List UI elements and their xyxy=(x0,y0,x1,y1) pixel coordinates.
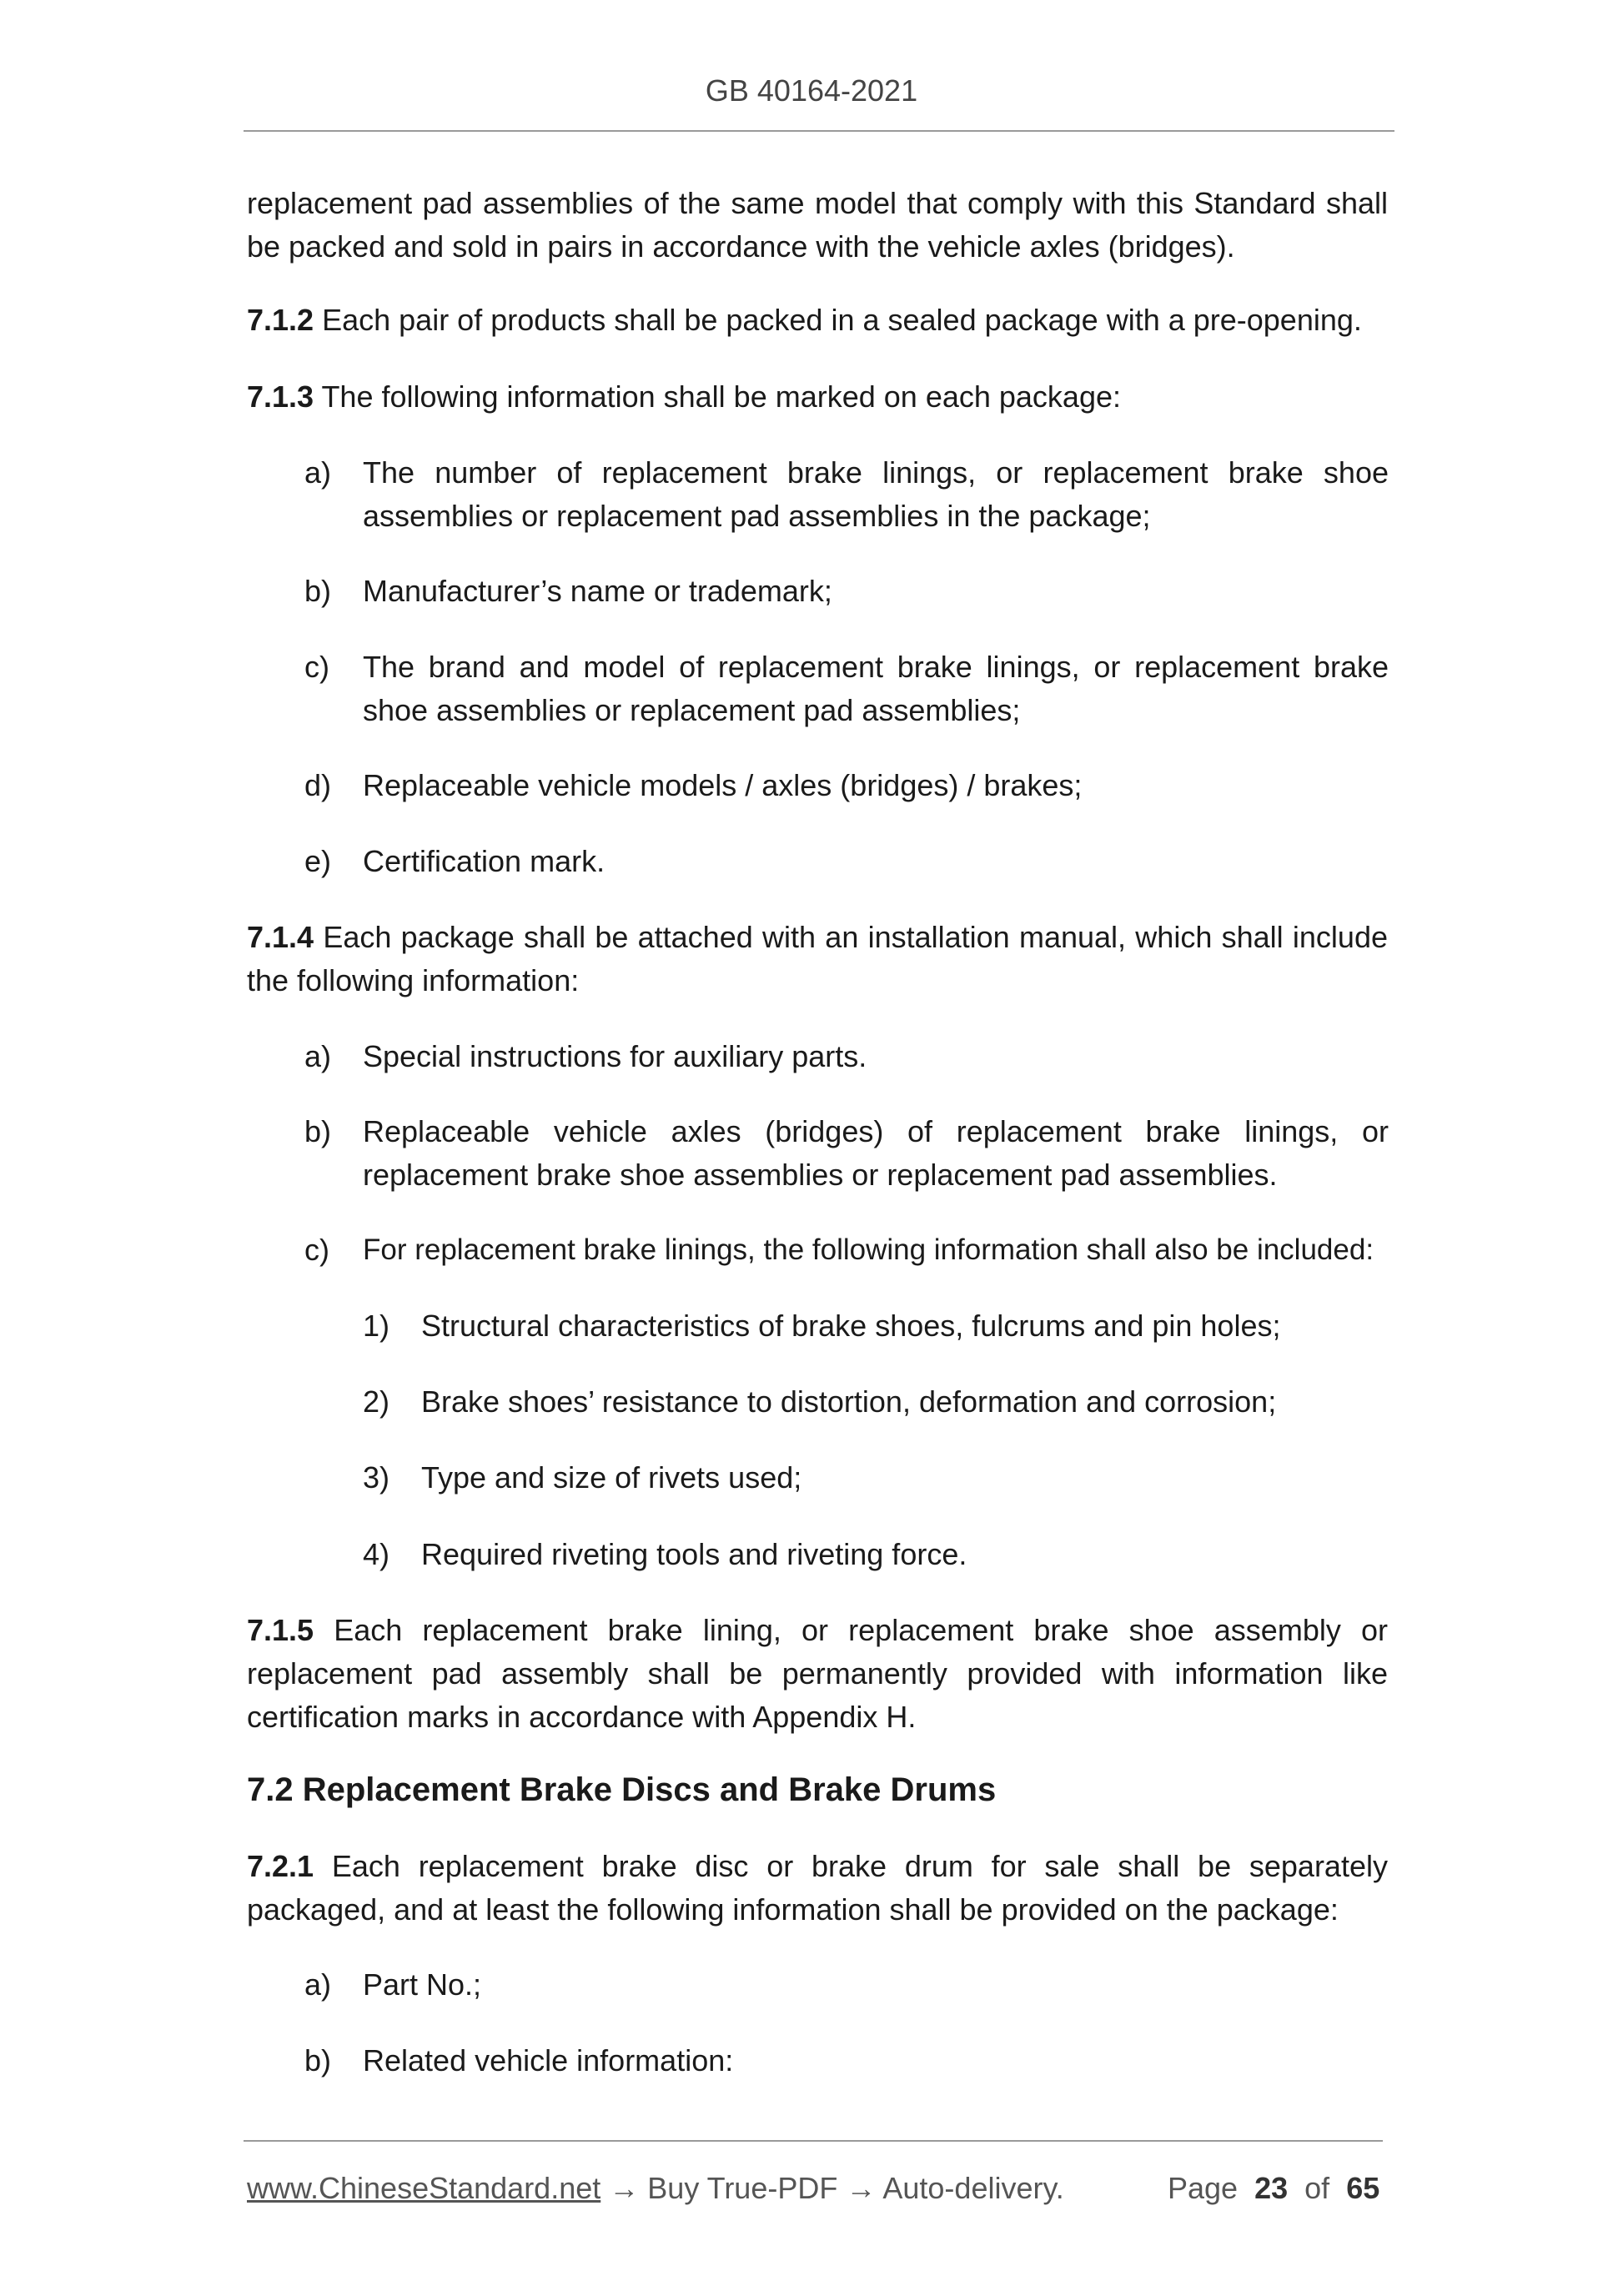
current-page: 23 xyxy=(1254,2171,1289,2205)
footer-rule xyxy=(244,2140,1383,2142)
intro-paragraph: replacement pad assemblies of the same model that comply with this Standard shall be packed and sold in pairs in accordance with the vehicle axles (bridges). xyxy=(247,186,1388,264)
footer-delivery-text: Auto-delivery. xyxy=(882,2171,1064,2205)
list-item-label: e) xyxy=(304,844,332,878)
clause-text: Each package shall be attached with an installation manual, which shall include the following information: xyxy=(247,920,1388,997)
header-rule xyxy=(244,130,1394,132)
list-item-label: a) xyxy=(304,1039,332,1073)
of-label: of xyxy=(1304,2171,1330,2205)
total-pages: 65 xyxy=(1346,2171,1380,2205)
clause-text: Each pair of products shall be packed in a sealed package with a pre-opening. xyxy=(322,303,1362,337)
list-item-label: c) xyxy=(304,650,329,684)
list-item-label: 1) xyxy=(363,1309,390,1343)
website-link[interactable]: www.ChineseStandard.net xyxy=(247,2171,601,2205)
list-item-text: Certification mark. xyxy=(363,844,605,878)
clause-7-1-2 xyxy=(247,299,1388,342)
clause-number: 7.1.4 xyxy=(247,920,314,954)
list-item-label: 2) xyxy=(363,1384,390,1419)
list-item-text: Manufacturer’s name or trademark; xyxy=(363,574,832,608)
clause-number: 7.2.1 xyxy=(247,1849,314,1883)
footer-buy-text: Buy True-PDF xyxy=(647,2171,838,2205)
list-item-text: Type and size of rivets used; xyxy=(421,1460,802,1495)
list-item-text: The number of replacement brake linings, or replacement brake shoe assemblies or replacement pad assemblies in the package; xyxy=(363,455,1389,533)
list-item-text: Brake shoes’ resistance to distortion, deformation and corrosion; xyxy=(421,1384,1277,1419)
page-label: Page xyxy=(1168,2171,1239,2205)
clause-7-1-5 xyxy=(247,1609,1388,1739)
page-number xyxy=(1168,2167,1379,2210)
clause-7-1-4 xyxy=(247,916,1388,1002)
clause-number: 7.1.2 xyxy=(247,303,314,337)
arrow-right-icon: → xyxy=(609,2171,640,2205)
list-item-text: Required riveting tools and riveting force. xyxy=(421,1537,967,1571)
footer-promo xyxy=(247,2167,1064,2210)
clause-7-1-3 xyxy=(247,375,1388,419)
list-item-label: b) xyxy=(304,1114,332,1148)
clause-text: Each replacement brake lining, or replacement brake shoe assembly or replacement pad assembly shall be permanently provided with information like certification marks in accordance with Appendix H. xyxy=(247,1613,1388,1734)
list-item-text: Part No.; xyxy=(363,1967,482,2002)
list-item-text: Replaceable vehicle models / axles (bridges) / brakes; xyxy=(363,768,1083,802)
list-item-text: Special instructions for auxiliary parts. xyxy=(363,1039,867,1073)
list-item-text: Structural characteristics of brake shoes, fulcrums and pin holes; xyxy=(421,1309,1281,1343)
list-item-label: c) xyxy=(304,1233,329,1267)
clause-text: The following information shall be marked on each package: xyxy=(321,379,1121,414)
list-item-label: b) xyxy=(304,574,332,608)
list-item-text: Related vehicle information: xyxy=(363,2043,734,2077)
clause-number: 7.1.3 xyxy=(247,379,314,414)
list-item-label: a) xyxy=(304,455,332,490)
list-item-text: For replacement brake linings, the following information shall also be included: xyxy=(363,1233,1374,1266)
list-item-text: Replaceable vehicle axles (bridges) of replacement brake linings, or replacement brake shoe assemblies or replacement pad assemblies. xyxy=(363,1114,1389,1192)
list-item-label: 3) xyxy=(363,1460,390,1495)
clause-number: 7.1.5 xyxy=(247,1613,314,1647)
list-item-text: The brand and model of replacement brake linings, or replacement brake shoe assemblies or replacement pad assemblies; xyxy=(363,650,1389,727)
list-item-label: a) xyxy=(304,1967,332,2002)
section-heading-7-2: 7.2 Replacement Brake Discs and Brake Drums xyxy=(247,1771,997,1808)
clause-7-2-1 xyxy=(247,1845,1388,1932)
list-item-label: b) xyxy=(304,2043,332,2077)
clause-text: Each replacement brake disc or brake drum for sale shall be separately packaged, and at least the following information shall be provided on the package: xyxy=(247,1849,1388,1927)
document-header-title: GB 40164-2021 xyxy=(705,73,918,108)
list-item-label: d) xyxy=(304,768,332,802)
list-item-label: 4) xyxy=(363,1537,390,1571)
arrow-right-icon: → xyxy=(846,2171,877,2205)
